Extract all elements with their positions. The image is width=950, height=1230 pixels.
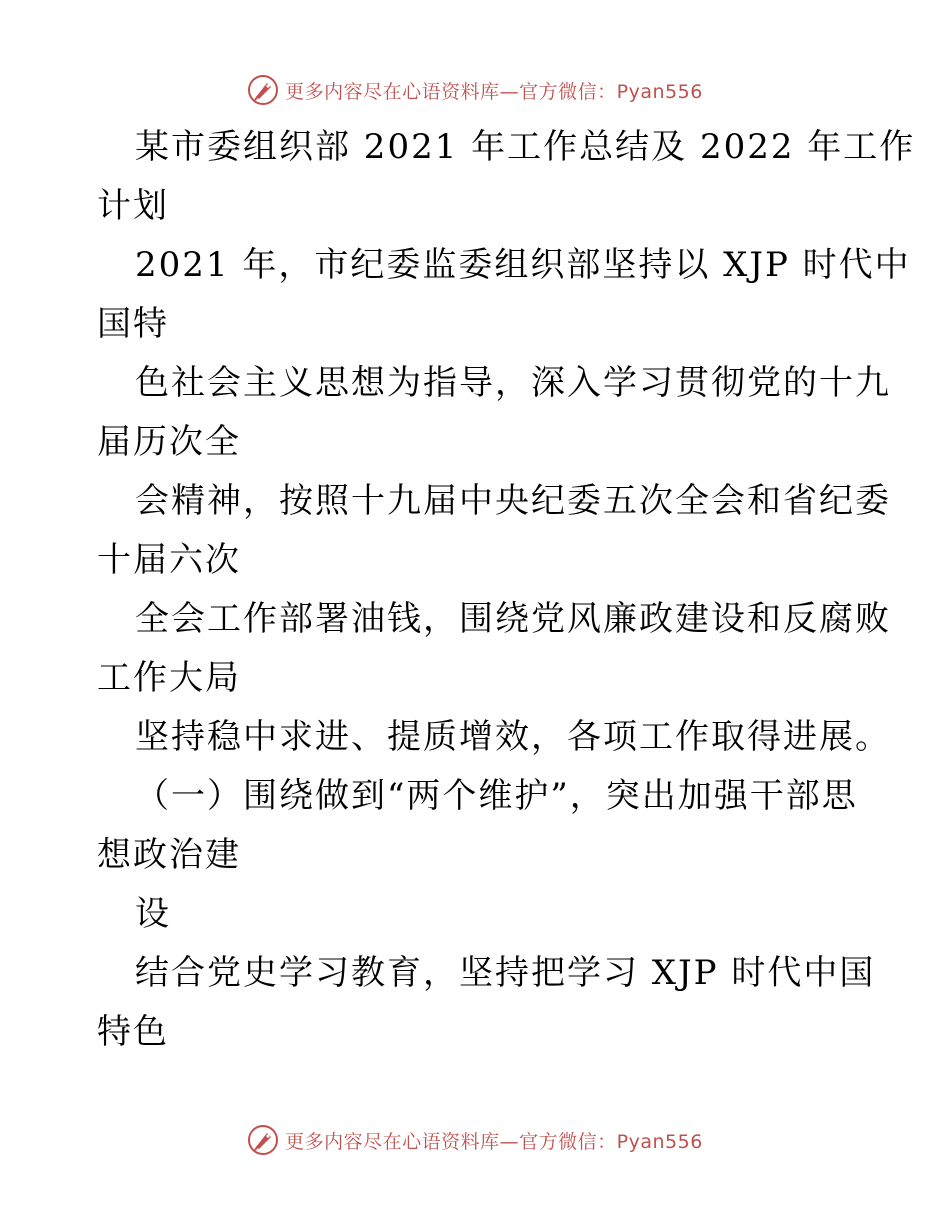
document-line: 结合党史学习教育，坚持把学习 XJP 时代中国 — [135, 953, 876, 993]
document-line: 会精神，按照十九届中央纪委五次全会和省纪委 — [135, 481, 891, 521]
footer-banner — [0, 1120, 950, 1160]
pen-nib-logo-icon — [247, 1124, 279, 1156]
footer-banner-text: 更多内容尽在心语资料库—官方微信：Pyan556 — [285, 1130, 703, 1153]
document-line: 工作大局 — [97, 658, 241, 698]
header-banner — [0, 70, 950, 110]
document-line: 坚持稳中求进、提质增效，各项工作取得进展。 — [135, 717, 891, 757]
document-line: （一）围绕做到“两个维护”，突出加强干部思 — [135, 776, 858, 816]
document-line: 某市委组织部 2021 年工作总结及 2022 年工作 — [135, 127, 916, 167]
document-line: 计划 — [97, 186, 169, 226]
document-line: 想政治建 — [97, 835, 241, 875]
header-banner-text: 更多内容尽在心语资料库—官方微信：Pyan556 — [285, 80, 703, 103]
document-line: 国特 — [97, 304, 169, 344]
document-line: 2021 年，市纪委监委组织部坚持以 XJP 时代中 — [135, 245, 911, 285]
document-line: 色社会主义思想为指导，深入学习贯彻党的十九 — [135, 363, 891, 403]
document-line: 十届六次 — [97, 540, 241, 580]
document-line: 全会工作部署油钱，围绕党风廉政建设和反腐败 — [135, 599, 891, 639]
document-line: 届历次全 — [97, 422, 241, 462]
pen-nib-logo-icon — [247, 74, 279, 106]
document-line: 特色 — [97, 1012, 169, 1052]
document-body — [97, 118, 916, 1062]
document-line: 设 — [135, 894, 171, 934]
